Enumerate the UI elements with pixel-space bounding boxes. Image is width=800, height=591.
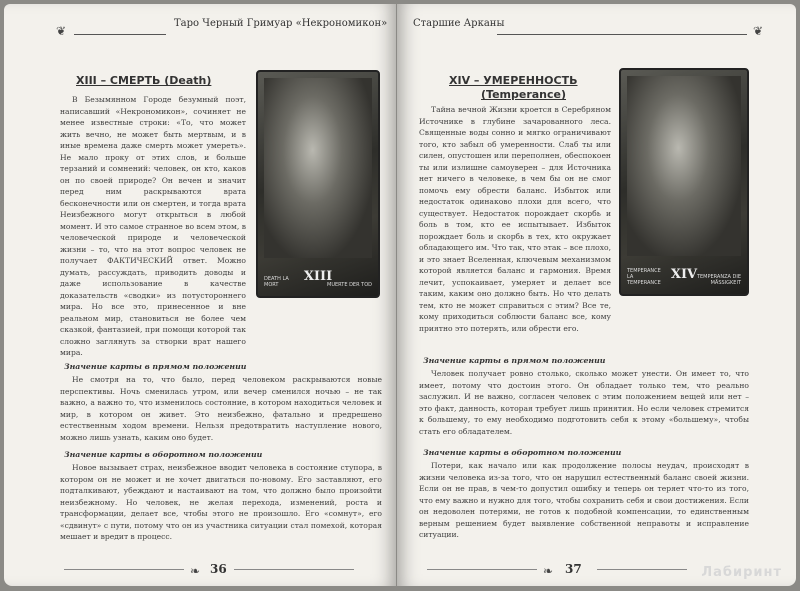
running-header: Старшие Арканы [413,18,505,29]
card-artwork [627,76,741,256]
reversed-heading: Значение карты в оборотном положении [423,448,622,457]
tarot-card-temperance [619,68,749,296]
footer-vine [234,569,354,570]
header-rule [497,34,747,35]
upright-paragraph: Человек получает ровно столько, сколько может унести. Он имеет то, что имеет, потому что достоин этого. Он обладает только тем, что реально заслужил. И не важно, согласен человек с этим положением вещей или нет – это факт, данность, которая требует лишь принятия. Но если человек стремится к большему, то ему необходимо подготовить себя к этому «большему», чтобы стать его обладателем. [419,369,749,436]
labirint-watermark: Лабиринт [701,565,782,580]
reversed-text [60,462,382,554]
card-numeral: XIII [303,269,333,284]
reversed-paragraph: Потери, как начало или как продолжение полосы неудач, происходят в жизни человека из-за того, что он нарушил естественный баланс своей жизни. Если он не прав, в чем-то допустил ошибку и теперь он теряет что-то из того, что ему важно и нужно для того, чтобы сохранить себя и свои достижения. Если он недоволен потерями, не готов к подобной компенсации, то единственным верным решением будет выявление собственной неправоты и исправление ситуации. [419,461,749,539]
header-rule [74,34,166,35]
upright-text [419,368,749,448]
reversed-text [419,460,749,552]
upright-paragraph: Не смотря на то, что было, перед человеком раскрываются новые перспективы. Ночь сменилась утром, или вечер сменился ночью – не так важно, а важно то, что изменилось состояние, в котором находиться человек и мир, в котором он живет. Это неизбежно, фатально и предрешено естественным ходом времени. Нельзя предотвратить наступление нового, можно лишь узнать, каким оно будет. [60,375,382,442]
page-number: 37 [565,562,582,576]
left-page [4,4,396,586]
reversed-heading: Значение карты в оборотном положении [64,450,263,459]
flourish-ornament-icon: ❦ [753,24,764,38]
card-numeral: XIV [670,267,698,282]
upright-heading: Значение карты в прямом положении [64,362,247,371]
upright-heading: Значение карты в прямом положении [423,356,606,365]
card-caption-left: TEMPERANCE LA TEMPERANCE [627,268,661,286]
card-title: XIV – УМЕРЕННОСТЬ [449,74,578,87]
card-artwork [264,78,372,258]
card-caption-right: MUERTE DER TOD [327,282,372,288]
footer-ornament-icon: ❧ [190,564,201,578]
footer-vine [64,569,184,570]
intro-paragraph: В Безымянном Городе безумный поэт, написавший «Некрономикон», сочиняет не менее известные строки: «То, что может жить вечно, не может быть мертвым, и в иные времена даже смерть может умереть». Не мало проку от этих слов, и больше терзаний и сомнений: человек, он кто, каков он по своей природе? Он вечен и значит перед ним раскрываются врата бесконечности или он смертен, и тогда врата Неизбежного могут открыться в любой момент. И это самое странное во всем этом, в человеческой природе и человеческой жизни – то, что на этот вопрос человек не получает ФАКТИЧЕСКИЙ ответ. Можно думать, рассуждать, приводить доводы и даже использование в качестве доказательств «сводки» из потустороннего мира. Но все это, принесенное и вне реальном мир, становиться не более чем сказкой, фантазией, при помощи которой так сложно заглянуть за створки врат нашего мира. [60,95,246,357]
upright-text [60,374,382,450]
intro-text-narrow [419,104,611,358]
running-header: Таро Черный Гримуар «Некрономикон» [174,18,388,29]
right-page [397,4,796,586]
reversed-paragraph: Новое вызывает страх, неизбежное вводит человека в состояние ступора, в котором он не может и не хочет двигаться по-новому. Его заставляют, его подталкивают, убеждают и настаивают на том, что должно было произойти неизбежному. Но человек, не желая перехода, изменений, роста и трансформации, делает все, чтобы этого не произошло. Его «сомнут», его «сдвинут» с пути, потому что он из участника ситуации стал помехой, которая мешает и вредит в процесс. [60,463,382,541]
page-number: 36 [210,562,227,576]
flourish-ornament-icon: ❦ [56,24,67,38]
footer-vine [427,569,537,570]
footer-ornament-icon: ❧ [543,564,554,578]
footer-vine [597,569,687,570]
card-caption-left: DEATH LA MORT [264,276,289,288]
intro-text-narrow [60,94,246,357]
tarot-card-death [256,70,380,298]
card-subtitle: (Temperance) [481,88,567,101]
card-caption-right: TEMPERANZA DIE MÄSSIGKEIT [696,274,741,286]
intro-paragraph: Тайна вечной Жизни кроется в Серебряном Источнике в глубине зачарованного леса. Священные воды сонно и мягко ограничивают того, кто забыл об умеренности. Слаб ты или силен, опустошен или переполнен, обеспокоен ты или излишне самоуверен – для Источника нет ничего в человеке, в чем бы он не смог помочь ему обрести баланс. Избыток или недостаток одинаково плохи для всего, что существует. Недостаток порождает скорбь и боль в том, кто ее испытывает. Избыток порождает боль и скорбь в тех, кто окружает обладающего им. Что так, что этак – все плохо, и это знает Вселенная, ключевым механизмом которой является баланс и гармония. Время лечит, успокаивает, умеряет и делает все таким, каким оно должно быть. Но что делать тем, кто не может справиться с этим? Все те, кому приходиться соблюсти баланс все, кому приятно это потерять, или обрести его. [419,105,611,333]
card-title: XIII – СМЕРТЬ (Death) [76,74,212,87]
